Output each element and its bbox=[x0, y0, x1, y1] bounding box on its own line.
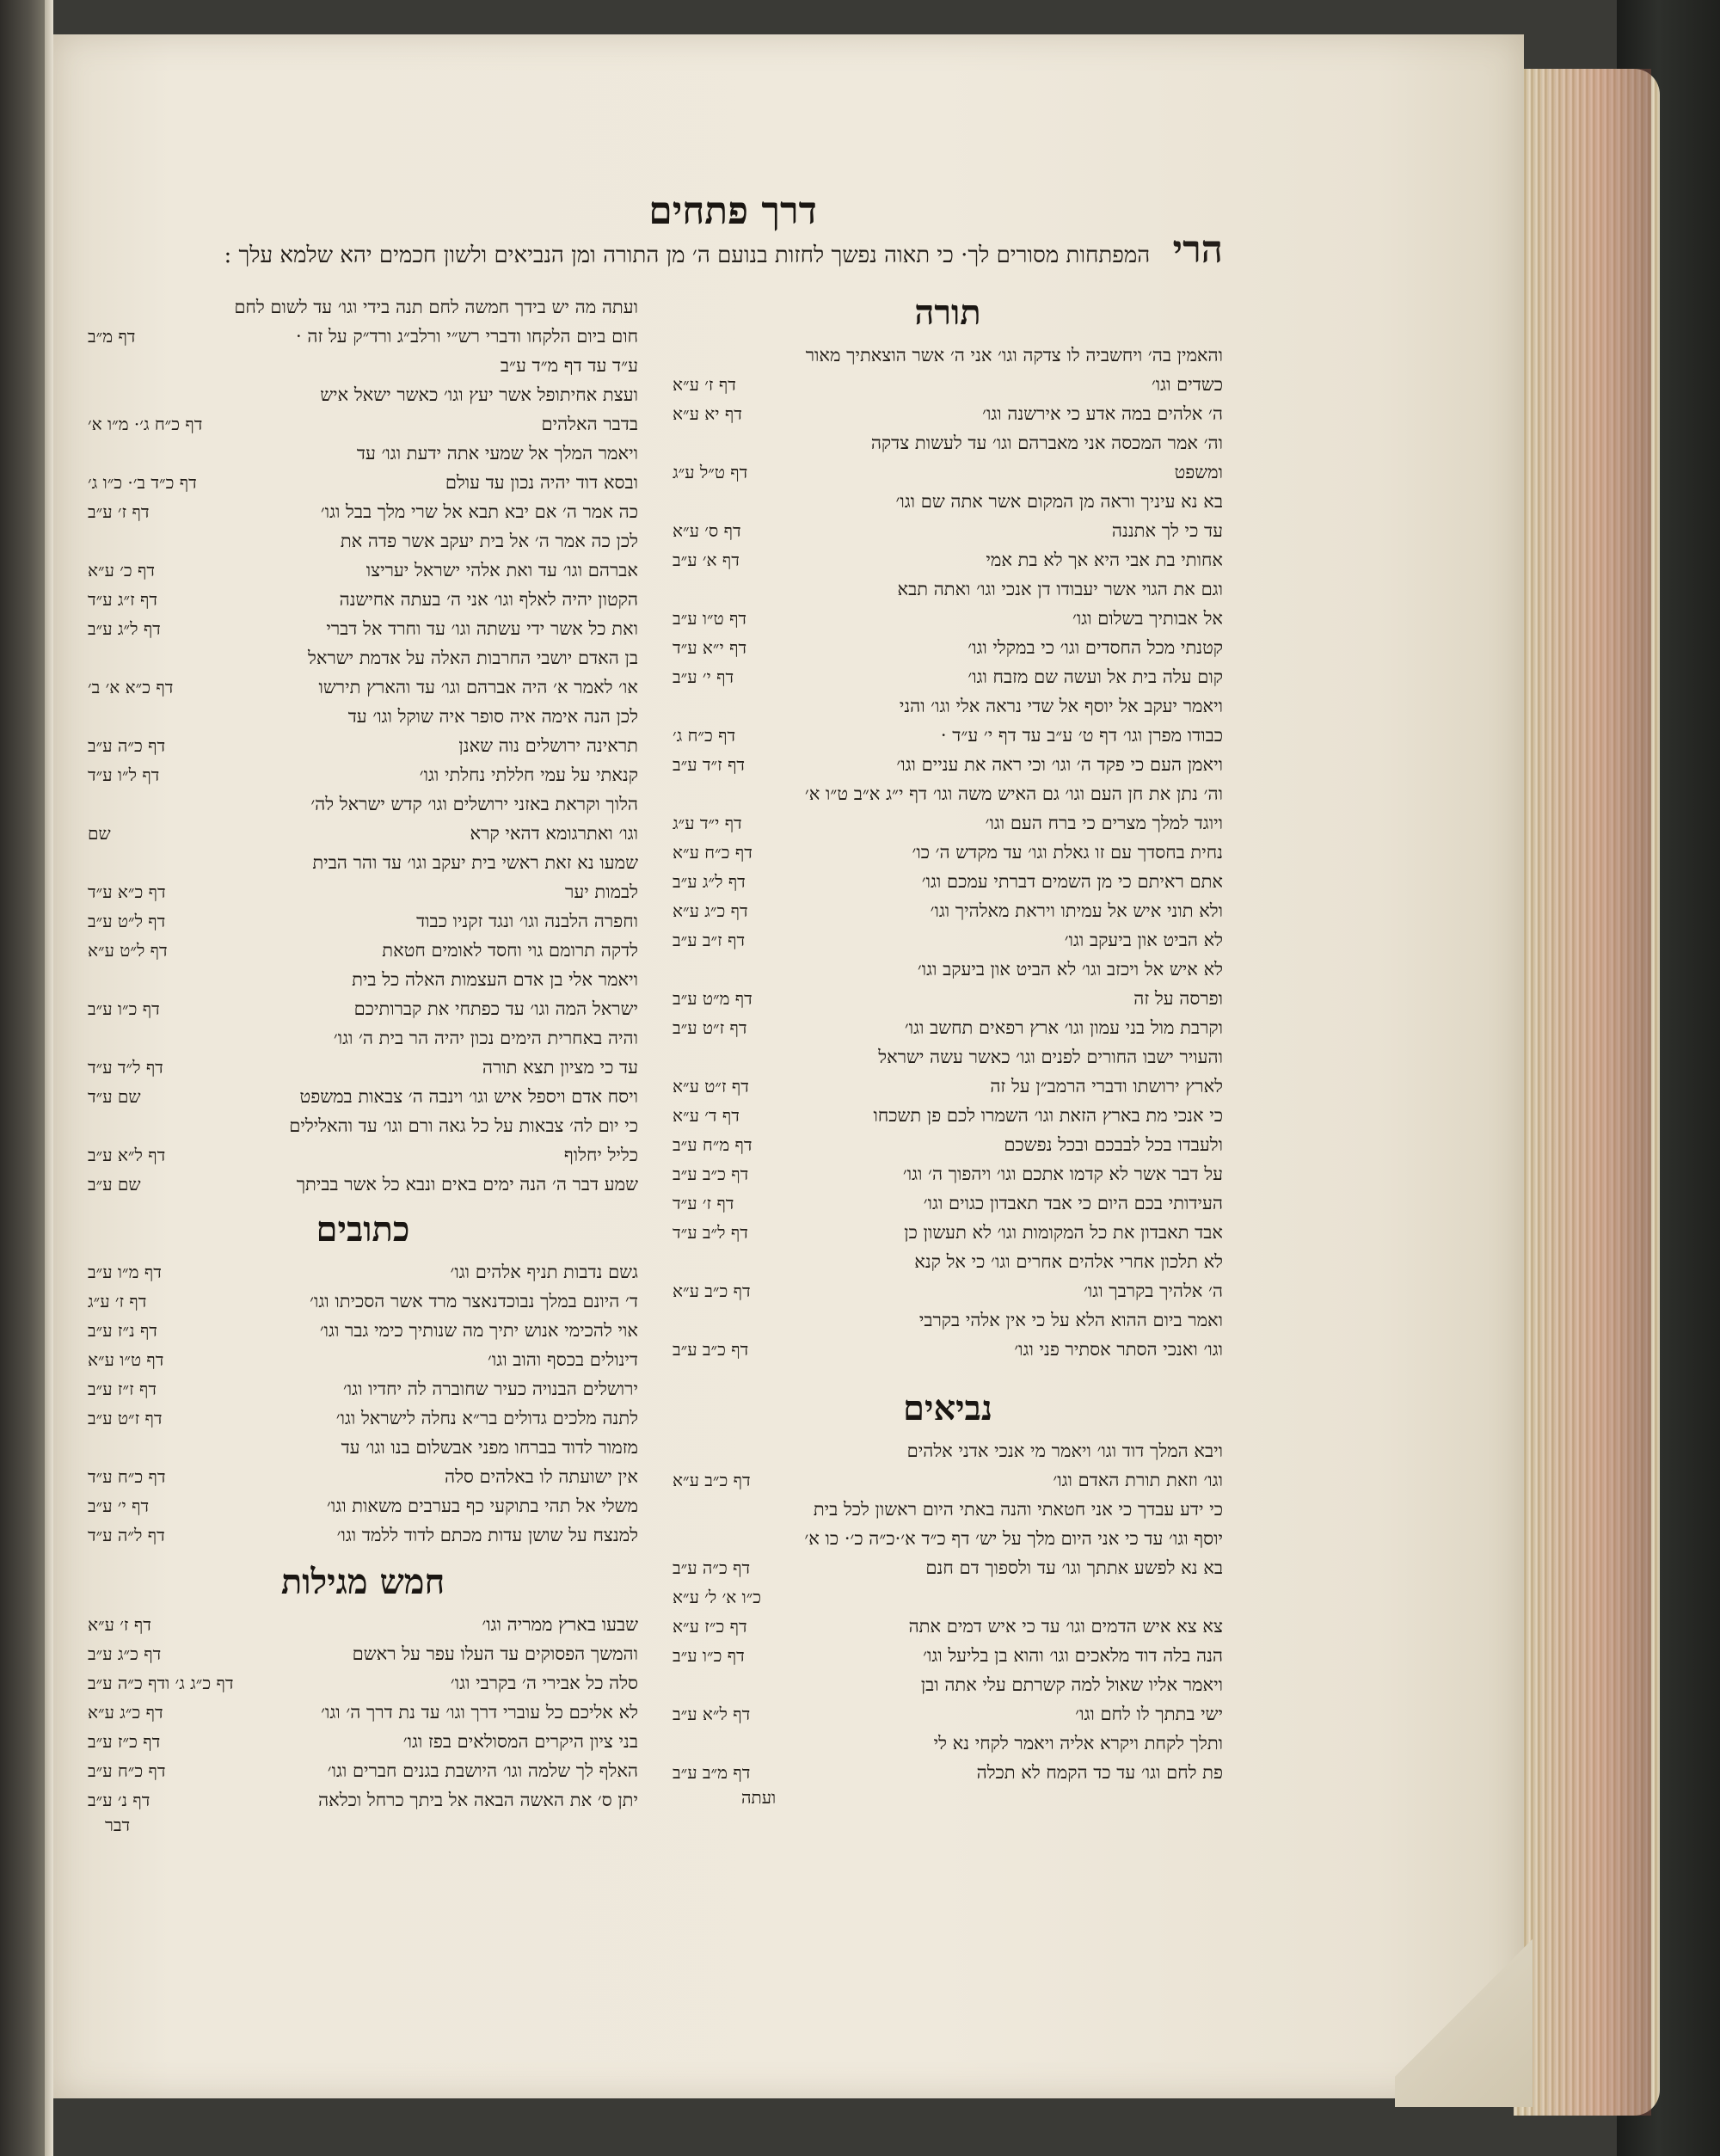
entry-text: כשדים וגו׳ bbox=[1151, 374, 1223, 395]
entry-page-ref: דף ז׳ ע״ג bbox=[88, 1291, 147, 1311]
entry-page-ref: דף ז׳ ע״א bbox=[88, 1614, 151, 1635]
book-page bbox=[53, 34, 1524, 2098]
entry-page-ref: דף מ״ט ע״ב bbox=[673, 988, 752, 1009]
entry-text: נחית בחסדך עם זו גאלת וגו׳ עד מקדש ה׳ כו׳ bbox=[912, 842, 1223, 863]
entry-text: דינולים בכסף והוב וגו׳ bbox=[488, 1349, 638, 1370]
entry-text: ואת כל אשר ידי עשתה וגו׳ עד וחרד אל דברי bbox=[326, 618, 638, 639]
entry-page-ref: דף ז׳ ע״א bbox=[673, 374, 736, 395]
entry-page-ref: דף כ״ז ע״ב bbox=[88, 1731, 161, 1752]
entry-page-ref: דף כ״ד ב׳· כ״ו ג׳ bbox=[88, 472, 197, 493]
entry-page-ref: דף ז״ט ע״ב bbox=[673, 1017, 747, 1038]
entry-text: אוי להכימי אנוש יתיך מה שנותיך כימי גבר וגו׳ bbox=[319, 1320, 638, 1341]
entry-text: ולעבדו בכל לבבכם ובכל נפשכם bbox=[1004, 1134, 1223, 1155]
entry-text: קנאתי על עמי חללתי נחלתי וגו׳ bbox=[419, 765, 638, 785]
entry-page-ref: שם ע״ד bbox=[88, 1086, 141, 1107]
index-entry bbox=[673, 1729, 1223, 1758]
entry-text: ד׳ היונם במלך נבוכדנאצר מרד אשר הסכיתו וגו׳ bbox=[310, 1291, 638, 1311]
index-entry bbox=[673, 1247, 1223, 1276]
torah-list bbox=[673, 341, 1223, 1364]
entry-text: ה׳ אלהים במה אדע כי אירשנה וגו׳ bbox=[982, 403, 1223, 424]
entry-text: ויאמר יעקב אל יוסף אל שדי נראה אלי וגו׳ והני bbox=[899, 696, 1223, 716]
index-entry bbox=[88, 1345, 638, 1374]
index-entry bbox=[88, 1520, 638, 1550]
entry-text: לכן כה אמר ה׳ אל בית יעקב אשר פדה את bbox=[340, 531, 638, 551]
index-entry bbox=[673, 896, 1223, 925]
entry-text: שמע דבר ה׳ הנה ימים באים ונבא כל אשר בביתך bbox=[296, 1174, 638, 1195]
index-entry bbox=[673, 1130, 1223, 1159]
entry-text: וה׳ אמר המכסה אני מאברהם וגו׳ עד לעשות צדקה bbox=[870, 433, 1223, 453]
entry-page-ref: דף ל״ג ע״ב bbox=[88, 618, 161, 639]
page-fold bbox=[1395, 1909, 1533, 2107]
entry-text: פת לחם וגו׳ עד כד הקמח לא תכלה bbox=[976, 1762, 1223, 1783]
index-entry bbox=[673, 1758, 1223, 1787]
entry-text: כה אמר ה׳ אם יבא תבא אל שרי מלך בבל וגו׳ bbox=[320, 501, 638, 522]
index-entry bbox=[88, 1462, 638, 1491]
binding-left-edge bbox=[0, 0, 53, 2156]
entry-text: ועצת אחיתופל אשר יעץ וגו׳ כאשר ישאל איש bbox=[320, 384, 638, 405]
index-entry bbox=[673, 487, 1223, 516]
neviim-list bbox=[673, 1436, 1223, 1787]
section-heading-megillot: חמש מגילות bbox=[280, 1562, 445, 1602]
entry-text: ויאמר המלך אל שמעי אתה ידעת וגו׳ עד bbox=[356, 443, 638, 464]
entry-page-ref: דף כ״ג ע״ב bbox=[88, 1643, 162, 1664]
entry-page-ref: דף כ״ג ע״א bbox=[88, 1702, 163, 1723]
entry-page-ref: דף ט״ו ע״ב bbox=[673, 608, 747, 629]
section-heading-neviim: נביאים bbox=[903, 1388, 992, 1428]
entry-page-ref: דף ז״ט ע״א bbox=[673, 1076, 749, 1096]
index-entry bbox=[88, 1082, 638, 1111]
entry-page-ref: דף ז״ז ע״ב bbox=[88, 1379, 157, 1399]
entry-text: בן האדם יושבי החרבות האלה על אדמת ישראל bbox=[308, 648, 638, 668]
index-entry bbox=[673, 867, 1223, 896]
index-entry bbox=[88, 1111, 638, 1140]
entry-page-ref: דף כ״ב ע״א bbox=[673, 1281, 751, 1301]
entry-text: ואמר ביום ההוא הלא על כי אין אלהי בקרבי bbox=[918, 1310, 1223, 1330]
entry-text: וה׳ נתן את חן העם וגו׳ גם האיש משה וגו׳ דף י״ג א״ב ט״ו א׳ bbox=[804, 783, 1223, 804]
left-column bbox=[88, 292, 638, 1836]
index-entry bbox=[88, 1374, 638, 1404]
entry-text: בני ציון היקרים המסולאים בפז וגו׳ bbox=[402, 1731, 638, 1752]
index-entry bbox=[673, 1305, 1223, 1335]
index-entry bbox=[673, 1042, 1223, 1072]
index-entry bbox=[673, 1436, 1223, 1465]
index-entry bbox=[88, 497, 638, 526]
entry-page-ref: דף ז׳ ע״ד bbox=[673, 1193, 734, 1213]
entry-text: סלה כל אבירי ה׳ בקרבי וגו׳ bbox=[450, 1673, 638, 1693]
entry-text: כי ידע עבדך כי אני חטאתי והנה באתי היום ראשון לכל בית bbox=[813, 1499, 1223, 1520]
entry-page-ref: דף ז״ב ע״ב bbox=[673, 930, 746, 950]
index-entry bbox=[88, 1698, 638, 1727]
entry-page-ref: דף כ״ה ע״ב bbox=[88, 735, 166, 756]
entry-page-ref: דף מ״ב ע״ב bbox=[673, 1762, 751, 1783]
index-entry bbox=[88, 1610, 638, 1639]
index-entry bbox=[673, 925, 1223, 955]
index-entry bbox=[673, 545, 1223, 574]
index-entry bbox=[88, 1170, 638, 1199]
index-entry bbox=[673, 1699, 1223, 1729]
entry-text: ירושלים הבנויה כעיר שחוברה לה יחדיו וגו׳ bbox=[342, 1379, 638, 1399]
entry-text: לכן הנה אימה איה סופר איה שוקל וגו׳ עד bbox=[347, 706, 638, 727]
entry-text: ולא תוני איש אל עמיתו ויראת מאלהיך וגו׳ bbox=[930, 900, 1223, 921]
entry-text: שבעו בארץ ממריה וגו׳ bbox=[482, 1614, 638, 1635]
entry-page-ref: דף ז׳ ע״ב bbox=[88, 501, 150, 522]
entry-page-ref: דף כ״ג ע״א bbox=[673, 900, 748, 921]
entry-text: לא איש אל ויכזב וגו׳ לא הביט און ביעקב וגו׳ bbox=[917, 959, 1223, 980]
ketuvim-list bbox=[88, 1257, 638, 1550]
entry-text: קום עלה בית אל ועשה שם מזבח וגו׳ bbox=[968, 666, 1223, 687]
entry-text: ויסח אדם ויספל איש וגו׳ וינבה ה׳ צבאות במשפט bbox=[299, 1086, 638, 1107]
entry-text: כליל יחלוף bbox=[563, 1145, 638, 1165]
index-entry bbox=[88, 936, 638, 965]
entry-page-ref: דף ל״ו ע״ד bbox=[88, 765, 160, 785]
entry-text: אברהם וגו׳ עד ואת אלהי ישראל יעריצו bbox=[366, 560, 638, 580]
entry-text: ועתה מה יש בידך חמשה לחם תנה בידי וגו׳ עד לשום לחם bbox=[234, 297, 638, 317]
index-entry bbox=[88, 1785, 638, 1815]
entry-text: מזמור לדוד בברחו מפני אבשלום בנו וגו׳ עד bbox=[341, 1437, 638, 1458]
index-entry bbox=[88, 643, 638, 673]
entry-text: וקרבת מול בני עמון וגו׳ ארץ רפאים תחשב וגו׳ bbox=[904, 1017, 1223, 1038]
entry-text: והמשך הפסוקים עד העלו עפר על ראשם bbox=[352, 1643, 638, 1664]
entry-text: חום ביום הלקחו ודברי רש״י ורלב״ג ורד״ק על זה · bbox=[296, 326, 638, 347]
section-heading-torah: תורה bbox=[914, 292, 981, 333]
entry-page-ref: דף ד׳ ע״א bbox=[673, 1105, 740, 1126]
index-entry bbox=[88, 702, 638, 731]
entry-page-ref: דף מ״ב bbox=[88, 326, 136, 347]
entry-page-ref: שם bbox=[88, 823, 111, 844]
entry-text: וגו׳ וזאת תורת האדם וגו׳ bbox=[1053, 1470, 1223, 1490]
entry-text: וחפרה הלבנה וגו׳ ונגד זקניו כבוד bbox=[416, 911, 638, 931]
entry-page-ref: דף ט״ל ע״ג bbox=[673, 462, 748, 482]
entry-page-ref: דף כ״ח ע״ב bbox=[88, 1760, 166, 1781]
entry-text: כי יום לה׳ צבאות על כל גאה ורם וגו׳ עד והאלילים bbox=[289, 1115, 638, 1136]
index-entry bbox=[673, 458, 1223, 487]
page-title: דרך פתחים bbox=[648, 189, 817, 233]
entry-page-ref: דף כ״ב ע״א bbox=[673, 1470, 751, 1490]
index-entry bbox=[673, 574, 1223, 604]
entry-text: ויאמר אלי בן אדם העצמות האלה כל בית bbox=[352, 969, 638, 990]
entry-text: לבמות יער bbox=[565, 881, 638, 902]
entry-page-ref: דף כ״ח ע״א bbox=[673, 842, 752, 863]
index-entry bbox=[673, 1013, 1223, 1042]
index-entry bbox=[88, 468, 638, 497]
entry-text: משלי אל תהי בתוקעי כף בערבים משאות וגו׳ bbox=[327, 1496, 638, 1516]
entry-text: אחותי בת אבי היא אך לא בת אמי bbox=[986, 550, 1223, 570]
entry-text: והיה באחרית הימים נכון יהיה הר בית ה׳ וגו׳ bbox=[333, 1028, 638, 1048]
entry-text: הנה בלה דוד מלאכים וגו׳ והוא בן בליעל וגו׳ bbox=[923, 1645, 1223, 1666]
index-entry bbox=[88, 1287, 638, 1316]
entry-text: לא אליכם כל עוברי דרך וגו׳ עד נת דרך ה׳ וגו׳ bbox=[321, 1702, 638, 1723]
entry-page-ref: דף ל״א ע״ב bbox=[88, 1145, 166, 1165]
index-entry bbox=[88, 292, 638, 322]
index-entry bbox=[88, 965, 638, 994]
entry-page-ref: שם ע״ב bbox=[88, 1174, 141, 1195]
index-entry bbox=[88, 614, 638, 643]
entry-text: אתם ראיתם כי מן השמים דברתי עמכם וגו׳ bbox=[921, 871, 1223, 892]
index-entry bbox=[88, 556, 638, 585]
entry-text: לדקה תרומם גוי וחסד לאומים חטאת bbox=[382, 940, 638, 961]
index-entry bbox=[673, 662, 1223, 691]
index-entry bbox=[673, 1276, 1223, 1305]
entry-page-ref: דף כ״ה ע״ב bbox=[673, 1557, 751, 1578]
entry-page-ref: כ״ו א׳ ל׳ ע״א bbox=[673, 1587, 762, 1607]
index-entry bbox=[88, 380, 638, 409]
entry-page-ref: דף נ״ז ע״ב bbox=[88, 1320, 157, 1341]
index-entry bbox=[673, 808, 1223, 838]
entry-page-ref: דף ל״א ע״ב bbox=[673, 1704, 751, 1724]
entry-text: הקטון יהיה לאלף וגו׳ אני ה׳ בעתה אחישנה bbox=[339, 589, 638, 610]
entry-text: בדבר האלהים bbox=[541, 414, 638, 434]
entry-page-ref: דף ל״ב ע״ד bbox=[673, 1222, 748, 1243]
entry-page-ref: דף כ׳ ע״א bbox=[88, 560, 156, 580]
entry-text: תראינה ירושלים נוה שאנן bbox=[458, 735, 638, 756]
index-entry bbox=[88, 789, 638, 819]
entry-page-ref: דף ל״ד ע״ד bbox=[88, 1057, 163, 1078]
index-entry bbox=[88, 673, 638, 702]
entry-page-ref: דף מ״ו ע״ב bbox=[88, 1262, 162, 1282]
index-entry bbox=[88, 1053, 638, 1082]
entry-text: ופרסה על זה bbox=[1133, 988, 1223, 1009]
index-entry bbox=[88, 1756, 638, 1785]
index-entry bbox=[673, 955, 1223, 984]
index-entry bbox=[673, 1335, 1223, 1364]
index-entry bbox=[88, 819, 638, 848]
entry-text: וגו׳ ואנכי הסתר אסתיר פני וגו׳ bbox=[1014, 1339, 1223, 1360]
entry-page-ref: דף יא ע״א bbox=[673, 403, 742, 424]
continued-list bbox=[88, 292, 638, 1199]
entry-page-ref: דף ז״ג ע״ד bbox=[88, 589, 158, 610]
entry-text: צא צא איש הדמים וגו׳ עד כי איש דמים אתה bbox=[908, 1616, 1223, 1637]
entry-page-ref: דף כ״א א׳ ב׳ bbox=[88, 677, 174, 697]
index-entry bbox=[88, 906, 638, 936]
entry-page-ref: דף כ״ח ג׳· מ״ו א׳ bbox=[88, 414, 203, 434]
entry-text: לתנה מלכים גדולים בר״א נחלה לישראל וגו׳ bbox=[335, 1408, 638, 1428]
index-entry bbox=[673, 1072, 1223, 1101]
intro-line bbox=[88, 228, 1223, 272]
entry-text: העידותי בכם היום כי אבד תאבדון כגוים וגו׳ bbox=[923, 1193, 1223, 1213]
entry-page-ref: דף א׳ ע״ב bbox=[673, 550, 740, 570]
entry-page-ref: דף ז״ט ע״ב bbox=[88, 1408, 163, 1428]
entry-page-ref: דף כ״ב ע״ב bbox=[673, 1339, 749, 1360]
entry-text: לא תלכון אחרי אלהים אחרים וגו׳ כי אל קנא bbox=[914, 1251, 1223, 1272]
entry-page-ref: דף ל״ט ע״א bbox=[88, 940, 168, 961]
catchword: ועתה bbox=[741, 1787, 777, 1808]
entry-text: ע״ד עד דף מ״ד ע״ב bbox=[500, 355, 638, 376]
entry-page-ref: דף ל״ה ע״ד bbox=[88, 1525, 165, 1545]
entry-text: עד כי מציון תצא תורה bbox=[482, 1057, 638, 1078]
entry-page-ref: דף כ״א ע״ד bbox=[88, 881, 166, 902]
entry-text: יוסף וגו׳ עד כי אני היום מלך על יש׳ דף כ״ד א׳·כ״ה כ׳· כו א׳ bbox=[804, 1528, 1223, 1549]
entry-text: ומשפט bbox=[1174, 462, 1223, 482]
index-entry bbox=[673, 516, 1223, 545]
index-entry bbox=[673, 399, 1223, 428]
index-entry bbox=[88, 1257, 638, 1287]
entry-page-ref: דף כ״ו ע״ב bbox=[88, 998, 160, 1019]
entry-page-ref: דף ס׳ ע״א bbox=[673, 520, 741, 541]
index-entry bbox=[673, 1524, 1223, 1553]
entry-page-ref: דף כ״ז ע״א bbox=[673, 1616, 747, 1637]
index-entry bbox=[88, 1727, 638, 1756]
index-entry bbox=[673, 1218, 1223, 1247]
page-edges bbox=[1514, 69, 1660, 2116]
entry-text: הלוך וקראת באזני ירושלים וגו׳ קדש ישראל לה׳ bbox=[310, 794, 638, 814]
index-entry bbox=[673, 604, 1223, 633]
entry-text: אין ישועתה לו באלהים סלה bbox=[445, 1466, 638, 1487]
index-entry bbox=[673, 838, 1223, 867]
entry-text: והעויר ישבו החורים לפנים וגו׳ כאשר עשה ישראל bbox=[878, 1047, 1223, 1067]
catchword-left: דבר bbox=[105, 1815, 131, 1835]
entry-page-ref: דף כ״ו ע״ב bbox=[673, 1645, 745, 1666]
entry-text: או׳ לאמר א׳ היה אברהם וגו׳ עד והארץ תירשו bbox=[318, 677, 638, 697]
index-entry bbox=[88, 322, 638, 351]
index-entry bbox=[673, 1670, 1223, 1699]
entry-text: ה׳ אלהיך בקרבך וגו׳ bbox=[1084, 1281, 1223, 1301]
index-entry bbox=[673, 1159, 1223, 1189]
index-entry bbox=[88, 439, 638, 468]
index-entry bbox=[673, 633, 1223, 662]
entry-page-ref: דף י״ד ע״ג bbox=[673, 813, 742, 833]
index-entry bbox=[88, 1433, 638, 1462]
index-entry bbox=[673, 750, 1223, 779]
index-entry bbox=[88, 1491, 638, 1520]
entry-text: והאמין בה׳ ויחשביה לו צדקה וגו׳ אני ה׳ אשר הוצאתיך מאור bbox=[805, 345, 1223, 365]
entry-text: ובסא דוד יהיה נכון עד עולם bbox=[445, 472, 638, 493]
entry-page-ref: דף נ׳ ע״ב bbox=[88, 1790, 150, 1810]
index-entry bbox=[88, 1404, 638, 1433]
index-entry bbox=[673, 721, 1223, 750]
entry-text: ויאמן העם כי פקד ה׳ וגו׳ וכי ראה את עניים וגו׳ bbox=[896, 754, 1223, 775]
index-entry bbox=[88, 1140, 638, 1170]
entry-text: יתן ס׳ את האשה הבאה אל ביתך כרחל וכלאה bbox=[318, 1790, 638, 1810]
entry-text: בא נא לפשע אתתך וגו׳ עד ולספוך דם חנם bbox=[925, 1557, 1223, 1578]
index-entry bbox=[88, 760, 638, 789]
index-entry bbox=[673, 1641, 1223, 1670]
index-entry bbox=[673, 1495, 1223, 1524]
megillot-list bbox=[88, 1610, 638, 1815]
index-entry bbox=[673, 1101, 1223, 1130]
entry-text: שמעו נא זאת ראשי בית יעקב וגו׳ עד והר הבית bbox=[312, 852, 638, 873]
index-entry bbox=[88, 1316, 638, 1345]
section-heading-ketuvim: כתובים bbox=[316, 1209, 410, 1250]
index-entry bbox=[673, 1582, 1223, 1612]
index-entry bbox=[88, 1639, 638, 1668]
entry-text: האלף לך שלמה וגו׳ היושבת בגנים חברים וגו׳ bbox=[327, 1760, 638, 1781]
entry-text: למנצח על שושן עדות מכתם לדוד ללמד וגו׳ bbox=[336, 1525, 638, 1545]
entry-page-ref: דף י׳ ע״ב bbox=[673, 666, 734, 687]
entry-page-ref: דף י׳ ע״ב bbox=[88, 1496, 150, 1516]
index-entry bbox=[673, 341, 1223, 370]
entry-text: ישי בתתך לו לחם וגו׳ bbox=[1075, 1704, 1223, 1724]
entry-text: ויבא המלך דוד וגו׳ ויאמר מי אנכי אדני אלהים bbox=[906, 1440, 1223, 1461]
entry-text: גשם נדבות תניף אלהים וגו׳ bbox=[450, 1262, 638, 1282]
entry-page-ref: דף מ״ח ע״ב bbox=[673, 1134, 752, 1155]
entry-page-ref: דף ל״ט ע״ב bbox=[88, 911, 166, 931]
entry-text: לא הביט און ביעקב וגו׳ bbox=[1064, 930, 1223, 950]
intro-lead-word: הרי bbox=[1172, 228, 1223, 272]
entry-page-ref: דף ט״ו ע״א bbox=[88, 1349, 164, 1370]
index-entry bbox=[673, 1612, 1223, 1641]
entry-text: ישראל המה וגו׳ עד כפתחי את קברותיכם bbox=[353, 998, 638, 1019]
index-entry bbox=[673, 779, 1223, 808]
index-entry bbox=[88, 585, 638, 614]
index-entry bbox=[673, 1465, 1223, 1495]
index-entry bbox=[673, 1189, 1223, 1218]
index-entry bbox=[88, 994, 638, 1023]
entry-text: אבד תאבדון את כל המקומות וגו׳ לא תעשון כן bbox=[904, 1222, 1223, 1243]
index-entry bbox=[673, 370, 1223, 399]
entry-text: ותלך לקחת ויקרא אליה ויאמר לקחי נא לי bbox=[933, 1733, 1223, 1754]
entry-text: כי אנכי מת בארץ הזאת וגו׳ השמרו לכם פן תשכחו bbox=[873, 1105, 1223, 1126]
index-entry bbox=[88, 848, 638, 877]
index-entry bbox=[673, 691, 1223, 721]
entry-text: על דבר אשר לא קדמו אתכם וגו׳ ויהפוך ה׳ וגו׳ bbox=[902, 1164, 1223, 1184]
index-entry bbox=[88, 877, 638, 906]
index-entry bbox=[88, 351, 638, 380]
index-entry bbox=[673, 984, 1223, 1013]
entry-page-ref: דף י״א ע״ד bbox=[673, 637, 747, 658]
intro-text: המפתחות מסורים לך· כי תאוה נפשך לחזות בנועם ה׳ מן התורה ומן הנביאים ולשון חכמים יהא שלמא עלך : bbox=[224, 243, 1151, 268]
entry-text: בא נא עיניך וראה מן המקום אשר אתה שם וגו׳ bbox=[895, 491, 1223, 512]
entry-text: ויוגד למלך מצרים כי ברח העם וגו׳ bbox=[985, 813, 1223, 833]
entry-page-ref: דף ז״ד ע״ב bbox=[673, 754, 746, 775]
index-entry bbox=[88, 731, 638, 760]
entry-page-ref: דף כ״ח ג׳ bbox=[673, 725, 736, 746]
entry-page-ref: דף כ״ב ע״ב bbox=[673, 1164, 749, 1184]
index-entry bbox=[673, 428, 1223, 458]
entry-text: כבודו מפרן וגו׳ דף ט׳ ע״ב עד דף י׳ ע״ד · bbox=[940, 725, 1223, 746]
index-entry bbox=[88, 526, 638, 556]
entry-text: וגם את הגוי אשר יעבודו דן אנכי וגו׳ ואתה תבא bbox=[897, 579, 1223, 599]
entry-text: ויאמר אליו שאול למה קשרתם עלי אתה ובן bbox=[920, 1674, 1223, 1695]
entry-text: קטנתי מכל החסדים וגו׳ כי במקלי וגו׳ bbox=[968, 637, 1223, 658]
right-column bbox=[673, 292, 1223, 1809]
entry-text: וגו׳ ואתרגומא דהאי קרא bbox=[470, 823, 638, 844]
entry-text: אל אבותיך בשלום וגו׳ bbox=[1072, 608, 1223, 629]
index-entry bbox=[88, 1668, 638, 1698]
entry-page-ref: דף ל״ג ע״ב bbox=[673, 871, 746, 892]
index-entry bbox=[88, 1023, 638, 1053]
index-entry bbox=[88, 409, 638, 439]
entry-page-ref: דף כ״ג ג׳ ודף כ״ה ע״ב bbox=[88, 1673, 234, 1693]
entry-page-ref: דף כ״ח ע״ד bbox=[88, 1466, 166, 1487]
index-entry bbox=[673, 1553, 1223, 1582]
entry-text: עד כי לך אתננה bbox=[1111, 520, 1223, 541]
entry-text: לארץ ירושתו ודברי הרמב״ן על זה bbox=[990, 1076, 1223, 1096]
